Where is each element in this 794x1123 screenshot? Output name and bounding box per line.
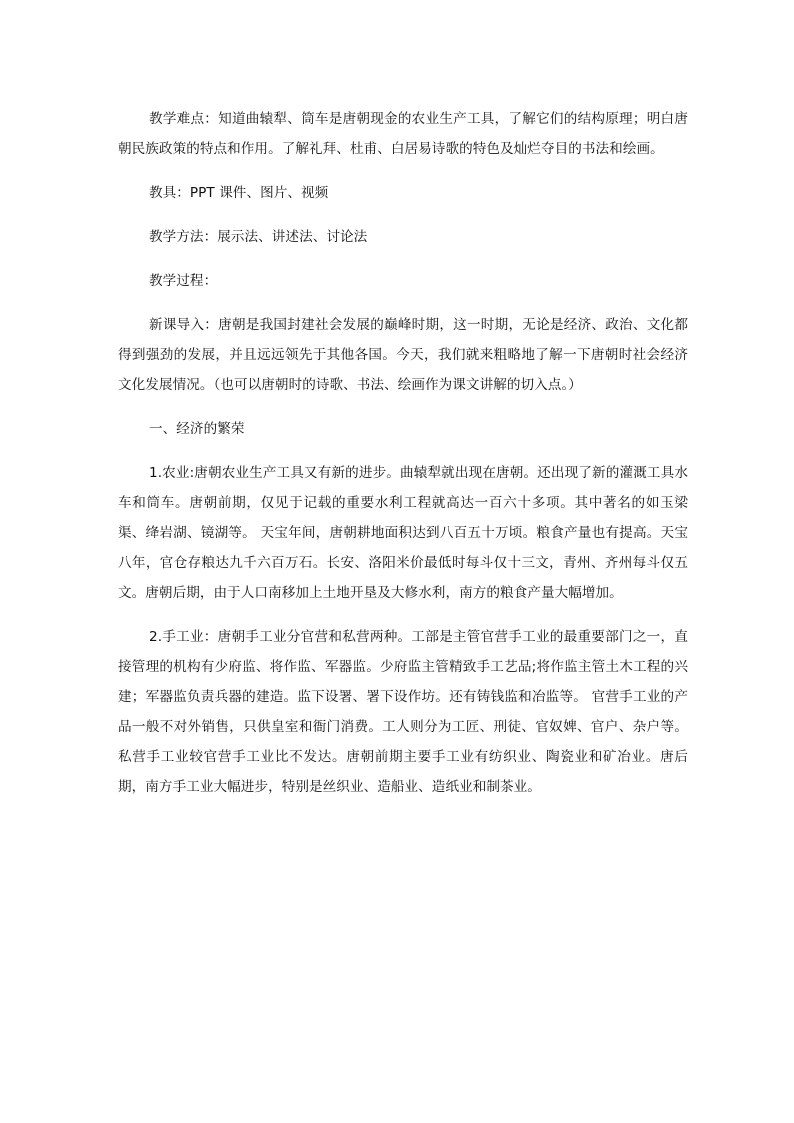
paragraph-teaching-difficulties: 教学难点：知道曲辕犁、筒车是唐朝现金的农业生产工具，了解它们的结构原理；明白唐朝民族政策的特点和作用。了解礼拜、杜甫、白居易诗歌的特色及灿烂夺目的书法和绘画。 (118, 111, 688, 157)
document-body (118, 104, 688, 802)
paragraph-teaching-process: 教学过程： (149, 273, 218, 289)
section-heading-economy: 一、经济的繁荣 (149, 421, 245, 437)
paragraph-agriculture: 1.农业:唐朝农业生产工具又有新的进步。曲辕犁就出现在唐朝。还出现了新的灌溉工具水车和筒车。唐朝前期，仅见于记载的重要水利工程就高达一百六十多项。其中著名的如玉梁渠、绛岩湖、镜湖等。 天宝年间，唐朝耕地面积达到八百五十万顷。粮食产量也有提高。天宝八年，官仓存粮达九千六百万石。长安、洛阳米价最低时每斗仅十三文，青州、齐州每斗仅五文。唐朝后期，由于人口南移加上土地开垦及大修水利，南方的粮食产量大幅增加。 (118, 465, 688, 601)
paragraph-teaching-aids: 教具：PPT 课件、图片、视频 (149, 185, 329, 201)
paragraph-teaching-methods: 教学方法：展示法、讲述法、讨论法 (149, 229, 368, 245)
paragraph-lesson-introduction: 新课导入：唐朝是我国封建社会发展的巅峰时期，这一时期，无论是经济、政治、文化都得到强劲的发展，并且远远领先于其他各国。今天，我们就来粗略地了解一下唐朝时社会经济文化发展情况。（也可以唐朝时的诗歌、书法、绘画作为课文讲解的切入点。） (118, 317, 688, 393)
paragraph-handicraft: 2.手工业：唐朝手工业分官营和私营两种。工部是主管官营手工业的最重要部门之一，直接管理的机构有少府监、将作监、军器监。少府监主管精致手工艺品;将作监主管土木工程的兴建；军器监负责兵器的建造。监下设署、署下设作坊。还有铸钱监和冶监等。 官营手工业的产品一般不对外销售，只供皇室和衙门消费。工人则分为工匠、刑徒、官奴婢、官户、杂户等。私营手工业较官营手工业比不发达。唐朝前期主要手工业有纺织业、陶瓷业和矿冶业。唐后期，南方手工业大幅进步，特别是丝织业、造船业、造纸业和制茶业。 (118, 629, 688, 795)
